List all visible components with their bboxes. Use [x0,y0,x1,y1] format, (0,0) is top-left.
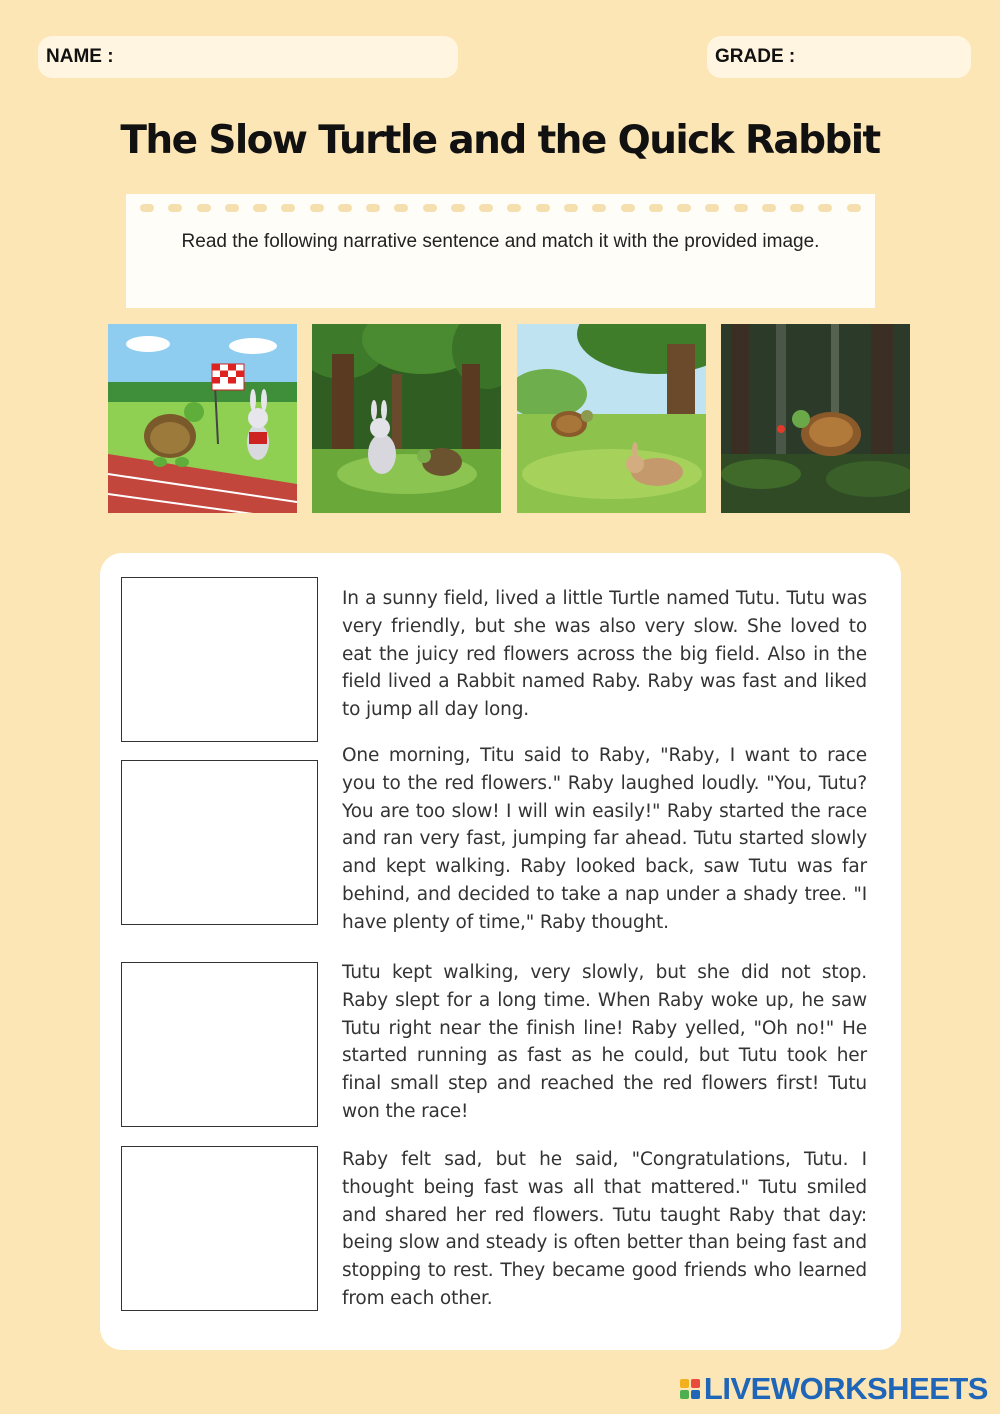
rabbit-napping-under-tree-image[interactable] [517,324,706,513]
grade-input[interactable] [803,36,971,78]
story-paragraph-3: Tutu kept walking, very slowly, but she did not stop. Raby slept for a long time. When Raby woke up, he saw Tutu right near the finish line! Raby yelled, "Oh no!" He started running as fast as he could, but Tutu took her final small step and reached the red flowers first! Tutu won the race! [342,962,867,1122]
brand-name: LIVEWORKSHEETS [703,1371,988,1406]
liveworksheets-logo-icon [680,1379,700,1399]
rabbit-turtle-forest-race-image[interactable] [312,324,501,513]
dotted-divider [140,204,861,212]
grade-label: GRADE : [715,46,796,67]
grade-field[interactable] [707,36,971,78]
name-input[interactable] [122,36,458,78]
story-paragraph-1: In a sunny field, lived a little Turtle named Tutu. Tutu was very friendly, but she was also very slow. She loved to eat the juicy red flowers across the big field. Also in the field lived a Rabbit named Raby. Raby was fast and liked to jump all day long. [342,588,867,721]
image-drop-box-2[interactable] [121,760,318,925]
image-drop-box-1[interactable] [121,577,318,742]
instruction-box [126,194,875,308]
liveworksheets-logo [680,1372,988,1406]
name-label: NAME : [46,46,114,67]
name-field[interactable] [38,36,458,78]
turtle-dark-forest-image[interactable] [721,324,910,513]
story-paragraph-4: Raby felt sad, but he said, "Congratulations, Tutu. I thought being fast was all that mattered." Tutu smiled and shared her red flowers. Tutu taught Raby that day: being slow and steady is often better than being fast and stopping to rest. They became good friends who learned from each other. [342,1149,867,1309]
worksheet-title: The Slow Turtle and the Quick Rabbit [120,118,880,163]
instruction-text: Read the following narrative sentence and match it with the provided image. [181,231,820,252]
turtle-rabbit-start-line-image[interactable] [108,324,297,513]
image-drop-box-4[interactable] [121,1146,318,1311]
image-drop-box-3[interactable] [121,962,318,1127]
story-paragraph-2: One morning, Titu said to Raby, "Raby, I want to race you to the red flowers." Raby laughed loudly. "You, Tutu? You are too slow! I will win easily!" Raby started the race and ran very fast, jumping far ahead. Tutu started slowly and kept walking. Raby looked back, saw Tutu was far behind, and decided to take a nap under a shady tree. "I have plenty of time," Raby thought. [342,745,867,933]
